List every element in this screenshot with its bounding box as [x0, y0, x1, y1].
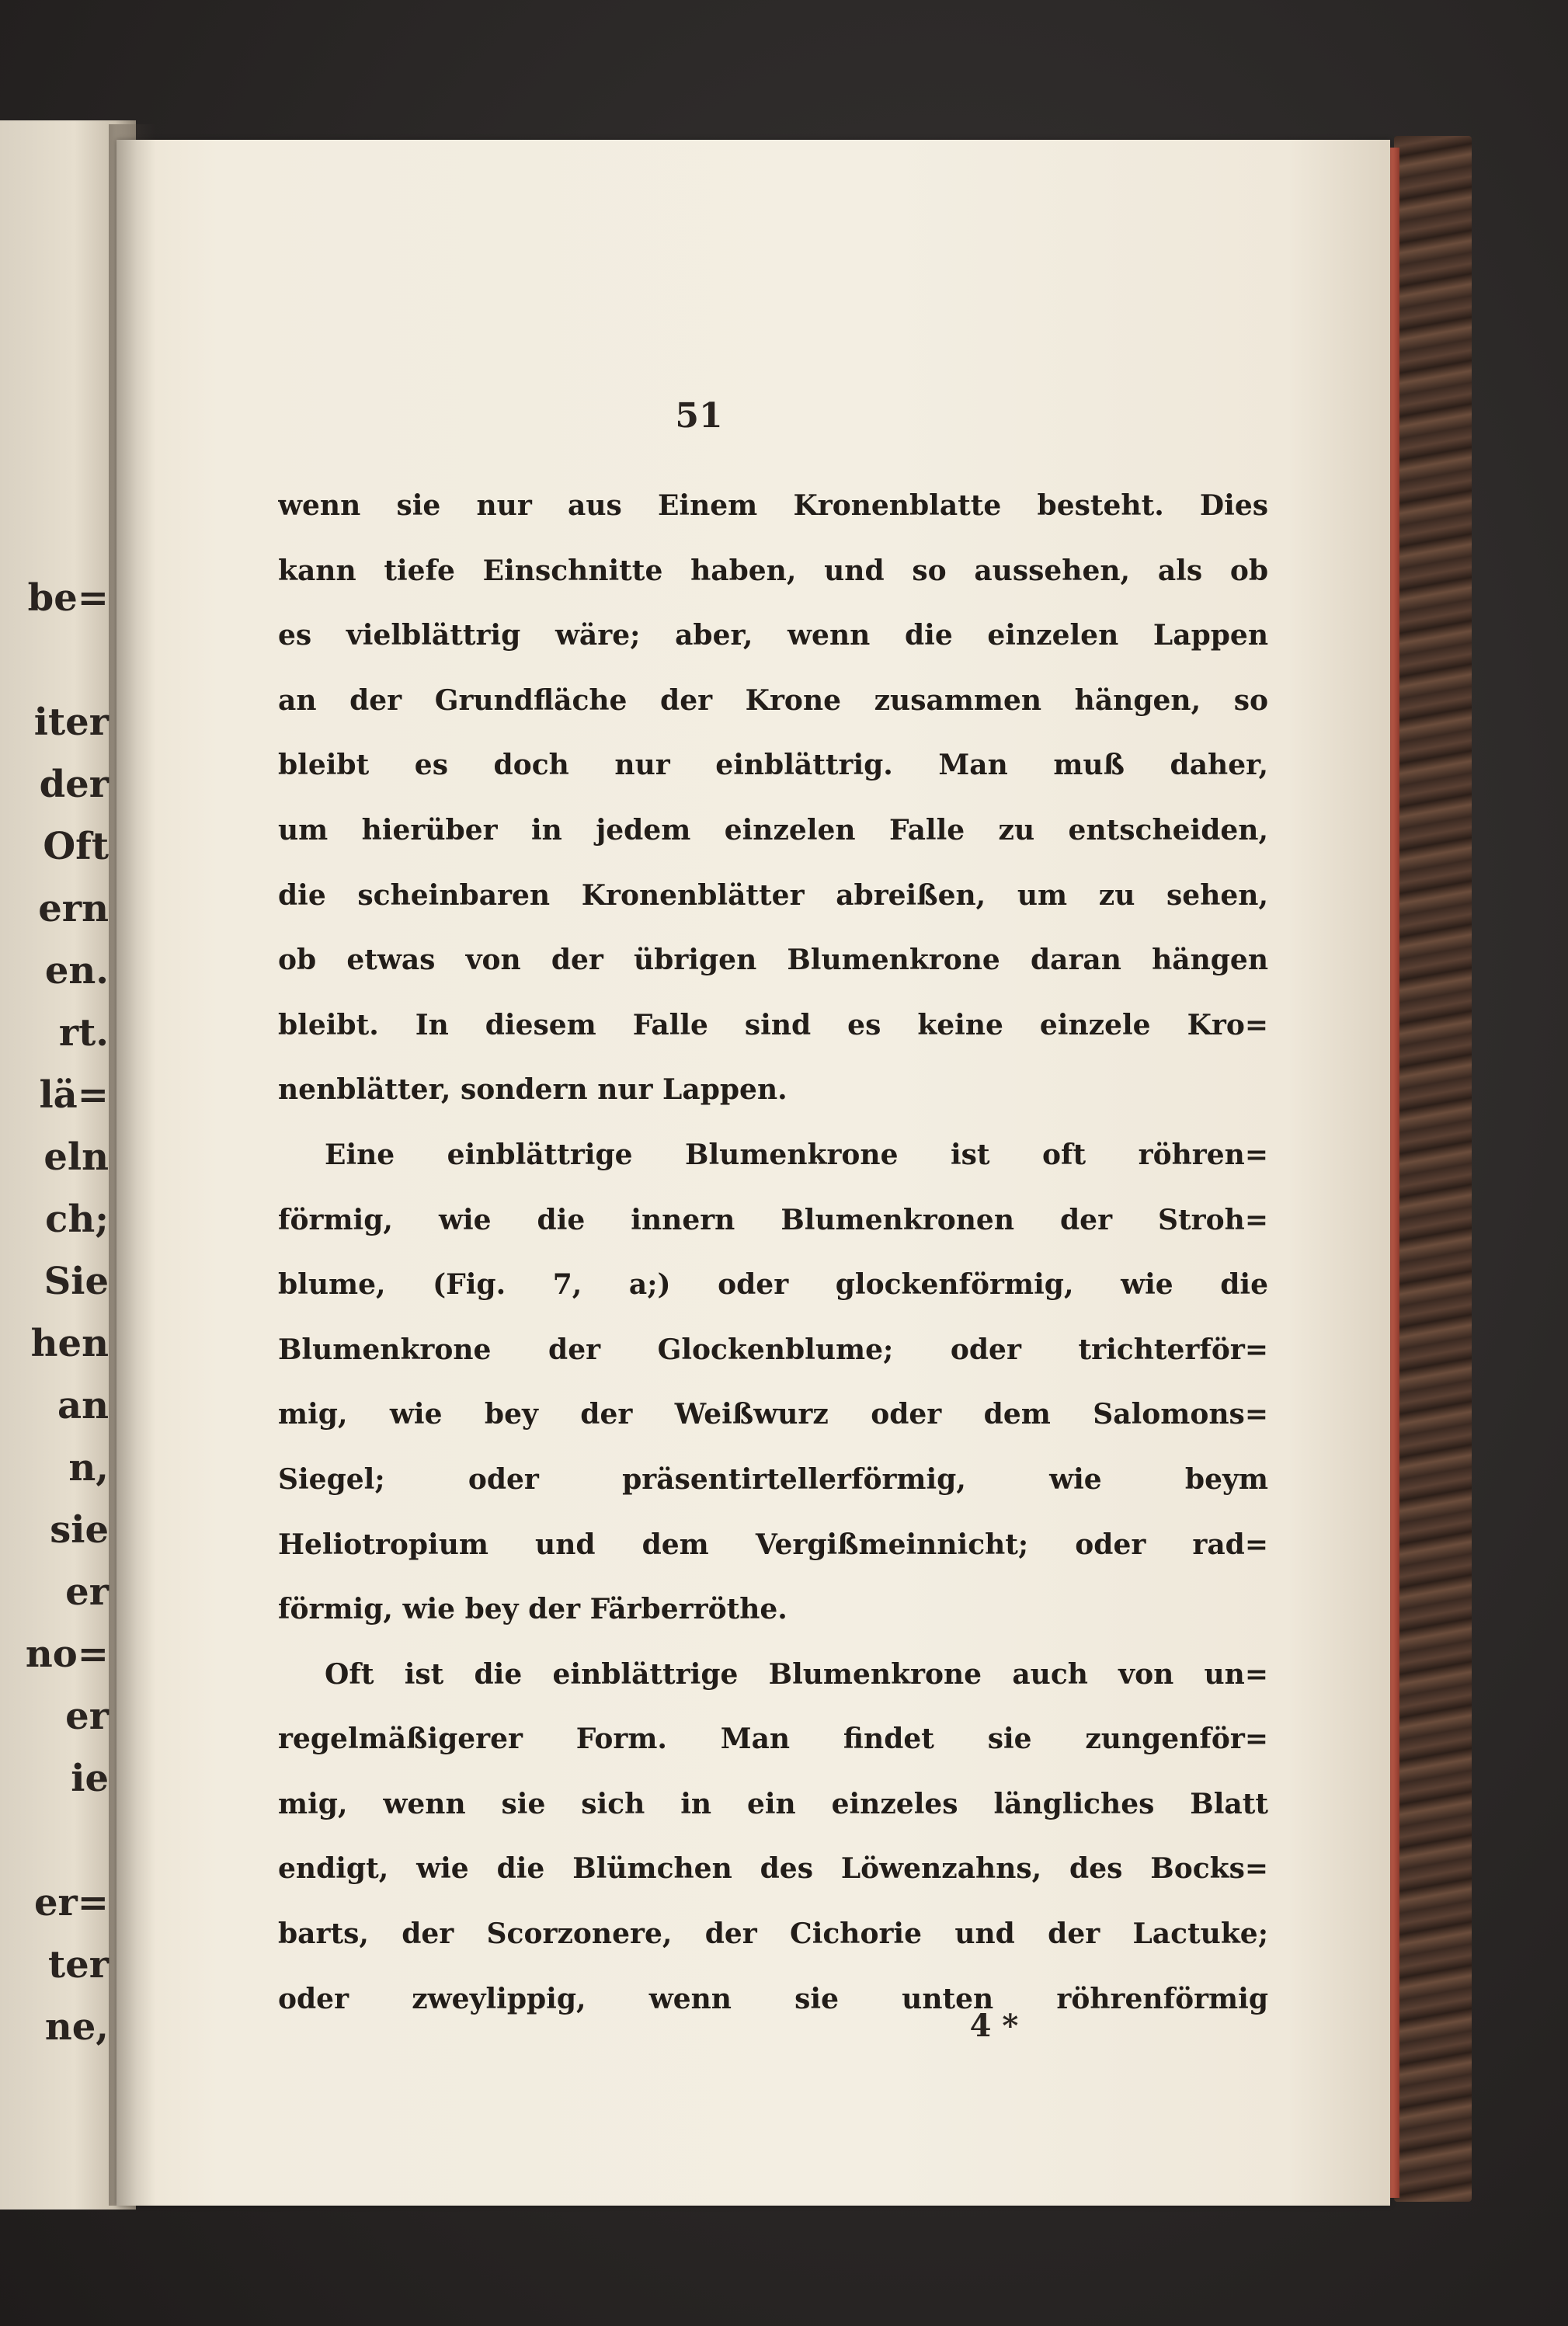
right-page [116, 140, 1390, 2206]
text-line: Oft ist die einblättrige Blumenkrone auch von un= [325, 1657, 1268, 1691]
text-line: regelmäßigerer Form. Man findet sie zungenför= [278, 1723, 1268, 1756]
left-page-fragment: Sie [43, 1260, 109, 1303]
text-line: an der Grundfläche der Krone zusammen hängen, so [278, 683, 1268, 717]
text-line: Eine einblättrige Blumenkrone ist oft röhren= [325, 1138, 1268, 1171]
text-line: es vielblättrig wäre; aber, wenn die einzelen Lappen [278, 619, 1268, 652]
left-page-fragment: be= [27, 576, 109, 620]
left-page-fragment: ter [48, 1943, 109, 1987]
text-line: oder zweylippig, wenn sie unten röhrenförmig [278, 1982, 1268, 2015]
text-line: blume, (Fig. 7, a;) oder glockenförmig, wie die [278, 1268, 1268, 1302]
left-page-fragment: Oft [43, 825, 109, 868]
signature-mark: 4 * [969, 2008, 1019, 2044]
left-page-fragment: rt. [58, 1011, 109, 1055]
text-line: Blumenkrone der Glockenblume; oder trichterför= [278, 1333, 1268, 1366]
text-line: die scheinbaren Kronenblätter abreißen, um zu sehen, [278, 878, 1268, 912]
text-line: förmig, wie bey der Färberröthe. [278, 1593, 787, 1626]
text-line: nenblätter, sondern nur Lappen. [278, 1073, 787, 1107]
left-page-fragment: sie [50, 1508, 109, 1552]
text-line: bleibt. In diesem Falle sind es keine einzele Kro= [278, 1008, 1268, 1041]
text-line: Heliotropium und dem Vergißmeinnicht; oder rad= [278, 1528, 1268, 1561]
text-line: bleibt es doch nur einblättrig. Man muß daher, [278, 749, 1268, 782]
left-page-fragment: lä= [39, 1073, 109, 1117]
text-line: endigt, wie die Blümchen des Löwenzahns, des Bocks= [278, 1852, 1268, 1886]
left-page-fragment: er [65, 1695, 109, 1738]
left-page-fragment: n, [68, 1446, 109, 1490]
left-page-fragment: en. [44, 949, 109, 993]
book-cover-edge [1394, 136, 1472, 2202]
left-page-fragment [0, 1810, 116, 1872]
left-page-fragment: der [39, 763, 109, 806]
left-page-fragment: iter [33, 701, 109, 744]
left-page-fragment [0, 629, 116, 691]
book-gutter-shadow [109, 124, 155, 2206]
text-line: ob etwas von der übrigen Blumenkrone daran hängen [278, 944, 1268, 977]
left-page-fragment: ern [38, 887, 109, 930]
left-page-fragment: ie [71, 1757, 109, 1800]
text-line: mig, wie bey der Weißwurz oder dem Salomons= [278, 1398, 1268, 1431]
text-line: um hierüber in jedem einzelen Falle zu entscheiden, [278, 813, 1268, 847]
text-line: mig, wenn sie sich in ein einzeles längliches Blatt [278, 1787, 1268, 1820]
page-number: 51 [675, 396, 723, 436]
text-line: kann tiefe Einschnitte haben, und so aussehen, als ob [278, 554, 1268, 587]
text-line: Siegel; oder präsentirtellerförmig, wie beym [278, 1462, 1268, 1496]
left-page-fragment: an [57, 1384, 109, 1427]
left-page-fragment: no= [25, 1632, 109, 1676]
left-page-fragment: er [65, 1570, 109, 1614]
left-page-fragment: eln [43, 1135, 109, 1179]
left-page-text-fragments [0, 567, 116, 2058]
text-line: wenn sie nur aus Einem Kronenblatte besteht. Dies [278, 489, 1268, 522]
text-line: barts, der Scorzonere, der Cichorie und der Lactuke; [278, 1917, 1268, 1951]
page-body-text [278, 474, 1268, 2032]
text-line: förmig, wie die innern Blumenkronen der Stroh= [278, 1203, 1268, 1236]
left-page-fragment: ch; [45, 1198, 109, 1241]
left-page-fragment: hen [30, 1322, 109, 1365]
left-page-fragment: er= [33, 1881, 109, 1924]
left-page-fragment: ne, [44, 2005, 109, 2049]
